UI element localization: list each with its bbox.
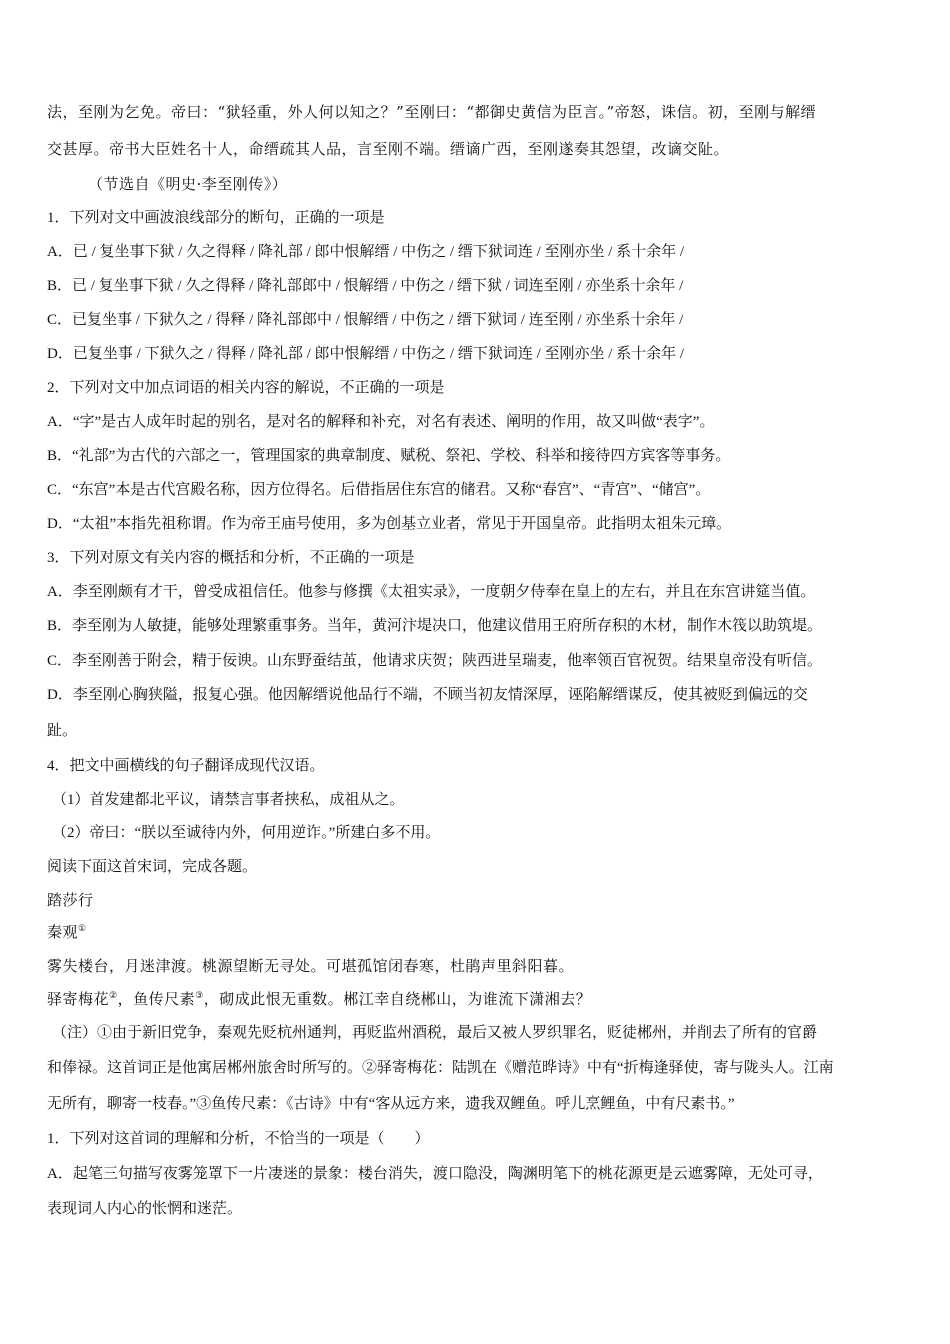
option-c: C．李至刚善于附会，精于佞谀。山东野蚕结茧，他请求庆贺；陕西进呈瑞麦，他率领百官祝贺。结果皇帝没有听信。 bbox=[47, 653, 823, 669]
passage-line: 交甚厚。帝书大臣姓名十人，命缙疏其人品，言至刚不端。缙谪广西，至刚遂奏其怨望，改谪交阯。 bbox=[47, 140, 730, 158]
poem-text: ，砌成此恨无重数。郴江幸自绕郴山，为谁流下潇湘去？ bbox=[203, 990, 592, 1008]
poem-text: 驿寄梅花 bbox=[47, 990, 110, 1008]
footnote-marker: ③ bbox=[195, 991, 204, 1001]
footnote-marker: ① bbox=[78, 924, 87, 934]
option-b: B．李至刚为人敏捷，能够处理繁重事务。当年，黄河汴堤决口，他建议借用王府所存积的木材，制作木筏以助筑堤。 bbox=[47, 618, 823, 634]
passage-source: （节选自《明史·李至刚传》） bbox=[88, 175, 288, 193]
option-d: D．“太祖”本指先祖称谓。作为帝王庙号使用，多为创基立业者，常见于开国皇帝。此指明太祖朱元璋。 bbox=[47, 516, 732, 532]
poem-line bbox=[47, 989, 910, 1009]
poem-notes: 无所有，聊寄一枝春。”③鱼传尺素：《古诗》中有“客从远方来，遗我双鲤鱼。呼儿烹鲤鱼，中有尺素书。” bbox=[47, 1096, 735, 1112]
option-a: A．李至刚颇有才干，曾受成祖信任。他参与修撰《太祖实录》，一度朝夕侍奉在皇上的左右，并且在东宫讲筵当值。 bbox=[47, 584, 816, 600]
passage-line: 法，至刚为乞免。帝曰：“狱轻重，外人何以知之？”至刚曰：“都御史黄信为臣言。”帝怒，诛信。初，至刚与解缙 bbox=[47, 103, 817, 121]
question-stem: 1．下列对这首词的理解和分析，不恰当的一项是（ ） bbox=[47, 1131, 430, 1147]
question-stem: 2．下列对文中加点词语的相关内容的解说，不正确的一项是 bbox=[47, 380, 445, 396]
option-b: B．已 / 复坐事下狱 / 久之得释 / 降礼部郎中 / 恨解缙 / 中伤之 / 缙下狱 / 词连至刚 / 亦坐系十余年 / bbox=[47, 278, 684, 294]
option-d-continued: 趾。 bbox=[47, 723, 78, 739]
translation-sentence-2: （2）帝曰：“朕以至诚待内外，何用逆诈。”所建白多不用。 bbox=[52, 825, 441, 841]
option-a: A．“字”是古人成年时起的别名，是对名的解释和补充，对名有表述、阐明的作用，故又叫做“表字”。 bbox=[47, 414, 715, 430]
poem-notes: （注）①由于新旧党争，秦观先贬杭州通判，再贬监州酒税，最后又被人罗织罪名，贬徒郴州，并削去了所有的官爵 bbox=[52, 1025, 818, 1041]
poem-notes: 和俸禄。这首词正是他寓居郴州旅舍时所写的。②驿寄梅花：陆凯在《赠范晔诗》中有“折梅逢驿使，寄与陇头人。江南 bbox=[47, 1060, 834, 1076]
question-stem: 1．下列对文中画波浪线部分的断句，正确的一项是 bbox=[47, 210, 385, 226]
option-a-continued: 表现词人内心的怅惘和迷茫。 bbox=[47, 1201, 243, 1217]
question-stem: 3．下列对原文有关内容的概括和分析，不正确的一项是 bbox=[47, 550, 415, 566]
option-d: D．已复坐事 / 下狱久之 / 得释 / 降礼部 / 郎中恨解缙 / 中伤之 / 缙下狱词连 / 至刚亦坐 / 系十余年 / bbox=[47, 346, 685, 362]
option-b: B．“礼部”为古代的六部之一，管理国家的典章制度、赋税、祭祀、学校、科举和接待四方宾客等事务。 bbox=[47, 448, 731, 464]
option-a: A．已 / 复坐事下狱 / 久之得释 / 降礼部 / 郎中恨解缙 / 中伤之 / 缙下狱词连 / 至刚亦坐 / 系十余年 / bbox=[47, 244, 685, 260]
translation-sentence-1: （1）首发建都北平议，请禁言事者挟私，成祖从之。 bbox=[52, 792, 405, 808]
poem-text: ，鱼传尺素 bbox=[117, 990, 196, 1008]
poem-line: 雾失楼台，月迷津渡。桃源望断无寻处。可堪孤馆闭春寒，杜鹃声里斜阳暮。 bbox=[47, 957, 575, 975]
poem-author-name: 秦观 bbox=[47, 923, 79, 941]
option-d: D．李至刚心胸狭隘，报复心强。他因解缙说他品行不端，不顾当初友情深厚，诬陷解缙谋反，使其被贬到偏远的交 bbox=[47, 687, 808, 703]
question-stem: 4．把文中画横线的句子翻译成现代汉语。 bbox=[47, 758, 325, 774]
poem-intro: 阅读下面这首宋词，完成各题。 bbox=[47, 859, 258, 875]
option-a: A．起笔三句描写夜雾笼罩下一片凄迷的景象：楼台消失，渡口隐没，陶渊明笔下的桃花源更是云遮雾障，无处可寻， bbox=[47, 1166, 823, 1182]
option-c: C．“东宫”本是古代宫殿名称，因方位得名。后借指居住东宫的储君。又称“春宫”、“青宫”、“储宫”。 bbox=[47, 482, 711, 498]
option-c: C．已复坐事 / 下狱久之 / 得释 / 降礼部郎中 / 恨解缙 / 中伤之 / 缙下狱词 / 连至刚 / 亦坐系十余年 / bbox=[47, 312, 684, 328]
footnote-marker: ② bbox=[109, 991, 118, 1001]
poem-author bbox=[47, 922, 910, 942]
poem-title: 踏莎行 bbox=[47, 891, 94, 909]
